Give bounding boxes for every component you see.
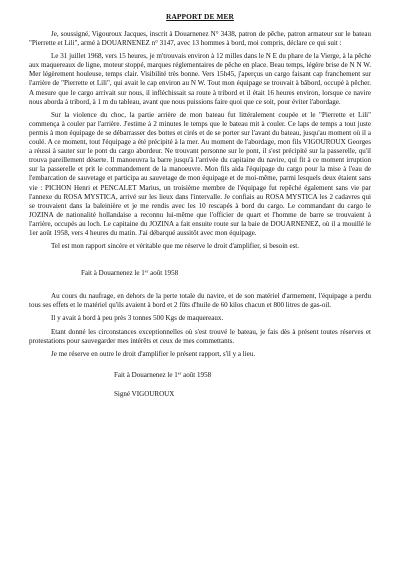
- date-line-first-sup: er: [144, 268, 149, 274]
- date-line-second-prefix: Fait à Douarnenez le 1: [114, 370, 178, 379]
- date-line-first: [81, 269, 371, 278]
- paragraph-circumstances: Le 31 juillet 1968, vers 15 heures, je m'trouvais environ à 12 milles dans le N E du phare de la Vierge, à la pêche aux maquereaux de ligne, moteur stoppé, marques réglementaires de pêche en place. Beau temps, légère brise de N N W. Mer légèrement houleuse, temps clair. Visibilité très bonne. Vers 15h45, j'aperçus un cargo faisant cap franchement sur l'arrière de "Pierrette et Lili", qui avait le cap environ au N W. Tout mon équipage se trouvait à bâbord, occupé à pêcher. A mesure que le cargo arrivait sur nous, il infléchissait sa route à tribord et il était 16 heures environ, lorsque ce navire nous aborda à tribord, à 1 m du tableau, avant que nous puissions faire quoi que ce soit, pour éviter l'abordage.: [29, 52, 371, 106]
- signature-line: Signé VIGOUROUX: [114, 389, 175, 398]
- paragraph-sincere-report: Tel est mon rapport sincère et véritable que me réserve le droit d'amplifier, si besoin est.: [51, 242, 300, 251]
- document-title: RAPPORT DE MER: [166, 12, 234, 21]
- paragraph-collision: Sur la violence du choc, la partie arrière de mon bateau fut littéralement coupée et le "Pierrette et Lili" commença à couler par l'arrière. J'estime à 2 minutes le temps que le bateau mit à couler. Ce laps de temps a tout juste permis à mon équipage de se débarrasser des bottes et cirés et de se porter sur l'avant du bateau, jusqu'au moment où il a coulé. A ce moment, tout l'équipage a été précipité à la mer. Au moment de l'abordage, mon fils VIGOUROUX Georges a réussi à sauter sur le pont du cargo abordeur. Ne trouvant personne sur le pont, il s'est précipité sur la passerelle, qu'il trouva pareillement déserte. Il manoeuvra la barre jusqu'à l'arrivée du capitaine du navire, qui fit à ce moment irruption sur la passerelle et prit le commandement de la manoeuvre. Mon fils aida l'équipage du cargo pour la mise à l'eau de l'embarcation de sauvetage et participa au sauvetage de mon équipage et de moi-même, parmi lesquels deux étaient sans vie : PICHON Henri et PENCALET Marius, un troisième membre de l'équipage fut repêché également sans vie par l'annexe du ROSA MYSTICA, arrivé sur les lieux dans l'intervalle. Je confiais au ROSA MYSTICA les 2 cadavres qui se trouvaient dans la baleinière et je me rendis avec les 10 rescapés à bord du cargo. Le commandant du cargo le JOZINA de nationalité hollandaise a reconnu lui-même que l'officier de quart et l'homme de barre se trouvaient à l'arrière, occupés au loch. Le capitaine du JOZINA a fait ensuite route sur la baie de DOUARNENEZ, où il a mouillé le 1er août 1958, vers 4 heures du matin. J'ai débarqué aussitôt avec mon équipage.: [29, 110, 371, 237]
- paragraph-reserves: Etant donné les circonstances exceptionnelles où s'est trouvé le bateau, je fais dès à présent toutes réserves et protestations pour sauvegarder mes intérêts et ceux de mes commettants.: [29, 327, 371, 345]
- date-line-second-sup: er: [177, 370, 182, 376]
- paragraph-losses: Au cours du naufrage, en dehors de la perte totale du navire, et de son matériel d'armement, l'équipage a perdu tous ses effets et le matériel qu'ils avaient à bord et 2 fûts d'huile de 60 kilos chacun et 800 litres de gas-oil.: [29, 292, 371, 310]
- paragraph-amplify: Je me réserve en outre le droit d'amplifier le présent rapport, s'il y a lieu.: [51, 349, 256, 358]
- date-line-second: [114, 371, 371, 380]
- date-line-first-suffix: août 1958: [148, 269, 179, 278]
- paragraph-declaration: Je, soussigné, Vigouroux Jacques, inscrit à Douarnenez N° 3438, patron de pêche, patron armateur sur le bateau "Pierrette et Lili", armé à DOUARNENEZ n° 3147, avec 13 hommes à bord, moi compris, déclare ce qui suit :: [29, 30, 371, 48]
- date-line-first-prefix: Fait à Douarnenez le 1: [81, 269, 145, 278]
- paragraph-catch: Il y avait à bord à peu près 3 tonnes 500 Kgs de maquereaux.: [51, 314, 224, 323]
- date-line-second-suffix: août 1958: [181, 370, 212, 379]
